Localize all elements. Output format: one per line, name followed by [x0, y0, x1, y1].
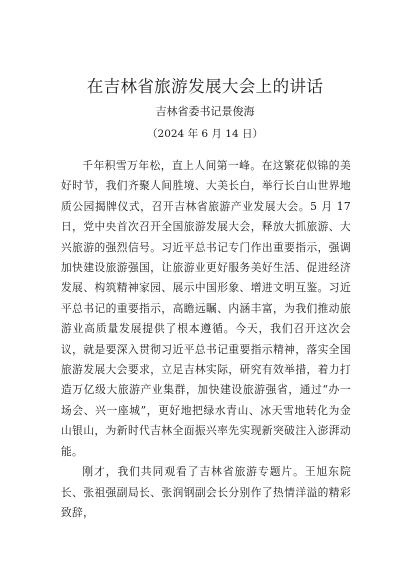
body-paragraph: 千年积雪万年松，直上人间第一峰。在这繁花似锦的美好时节，我们齐聚人间胜境、大美长白，举行长白山世界地质公园揭牌仪式，召开吉林省旅游产业发展大会。5 月 17 日，党中央首次召开全国旅游发展大会，释放大抓旅游、大兴旅游的强烈信号。习近平总书记专门作出重要指示，强调加快建设旅游强国，让旅游业更好服务美好生活、促进经济发展、构筑精神家园、展示中国形象、增进文明互鉴。习近平总书记的重要指示，高瞻远瞩、内涵丰富，为我们推动旅游业高质量发展提供了根本遵循。今天，我们召开这次会议，就是要深入贯彻习近平总书记重要指示精神，落实全国旅游发展大会要求，立足吉林实际，研究有效举措，着力打造万亿级大旅游产业集群，加快建设旅游强省，通过“办一场会、兴一座城”，更好地把绿水青山、冰天雪地转化为金山银山，为新时代吉林全面振兴率先实现新突破注入澎湃动能。 — [61, 159, 351, 458]
speech-body — [61, 156, 351, 523]
speech-author: 吉林省委书记景俊海 — [155, 105, 255, 118]
speech-title: 在吉林省旅游发展大会上的讲话 — [86, 77, 324, 96]
body-paragraph: 刚才，我们共同观看了吉林省旅游专题片。王旭东院长、张祖强副局长、张润钢副会长分别作了热情洋溢的精彩致辞， — [61, 465, 351, 519]
speech-date: （2024 年 6 月 14 日） — [147, 128, 263, 140]
